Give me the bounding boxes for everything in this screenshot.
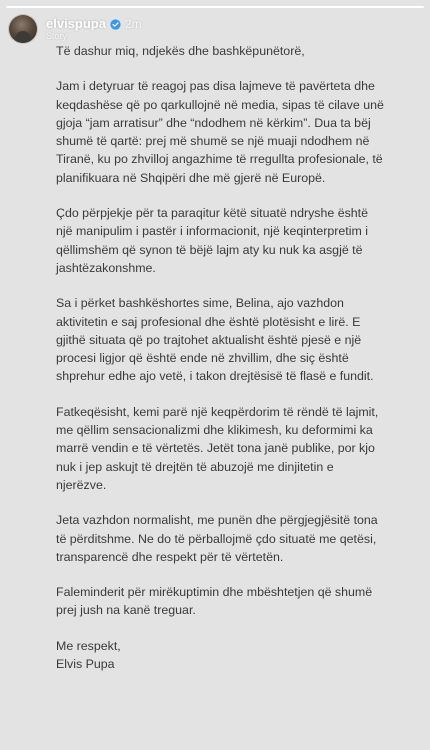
letter-paragraph: Jam i detyruar të reagoj pas disa lajmeve të pavërteta dhe keqdashëse që po qarkullojnë në media, sipas të cilave unë gjoja “jam arratisur” dhe “ndodhem në kërkim”. Dua ta bëj shumë të qartë: prej më shumë se një muaji ndodhem në Tiranë, ku po zhvilloj angazhime të rregullta profesionale, të planifikuara në Shqipëri dhe më gjerë në Europë. — [56, 79, 384, 185]
username[interactable]: elvispupa — [46, 16, 106, 31]
time-ago: 2m — [124, 17, 142, 31]
statement-letter — [56, 42, 386, 673]
header-text — [46, 17, 142, 41]
letter-paragraph: Sa i përket bashkëshortes sime, Belina, ajo vazhdon aktivitetin e saj profesional dhe është plotësisht e lirë. E gjithë situata që po trajtohet aktualisht është pjesë e një procesi ligjor që është ende në zhvillim, dhe siç është shprehur edhe ajo vetë, i takon drejtësisë të flasë e fundit. — [56, 296, 374, 384]
letter-signature: Elvis Pupa — [56, 657, 115, 672]
story-subtitle: Story — [46, 31, 68, 41]
story-header — [8, 14, 422, 44]
letter-closing: Me respekt, — [56, 638, 121, 653]
letter-greeting: Të dashur miq, ndjekës dhe bashkëpunëtorë, — [56, 44, 305, 58]
letter-paragraph: Faleminderit për mirëkuptimin dhe mbështetjen që shumë prej jush na kanë treguar. — [56, 585, 373, 618]
letter-paragraph: Fatkeqësisht, kemi parë një keqpërdorim të rëndë të lajmit, me qëllim sensacionalizmi dhe klikimesh, ku deformimi ka marrë vendin e të vërtetës. Jetët tona janë publike, por kjo nuk i jep askujt të drejtën të abuzojë me dinjitetin e njerëzve. — [56, 404, 379, 492]
header-row — [46, 17, 142, 31]
avatar[interactable] — [8, 14, 38, 44]
letter-paragraph: Jeta vazhdon normalisht, me punën dhe përgjegjësitë tona të përditshme. Ne do të përballojmë çdo situatë me qetësi, transparencë dhe respekt për të vërtetën. — [56, 513, 378, 564]
story-progress-bar — [6, 6, 424, 8]
verified-badge-icon — [110, 19, 121, 30]
letter-paragraph: Çdo përpjekje për ta paraqitur këtë situatë ndryshe është një manipulim i pastër i informacionit, një keqinterpretim i qëllimshëm që synon të bëjë lajm aty ku nuk ka asgjë të jashtëzakonshme. — [56, 206, 369, 275]
story-progress-fill — [6, 6, 424, 8]
